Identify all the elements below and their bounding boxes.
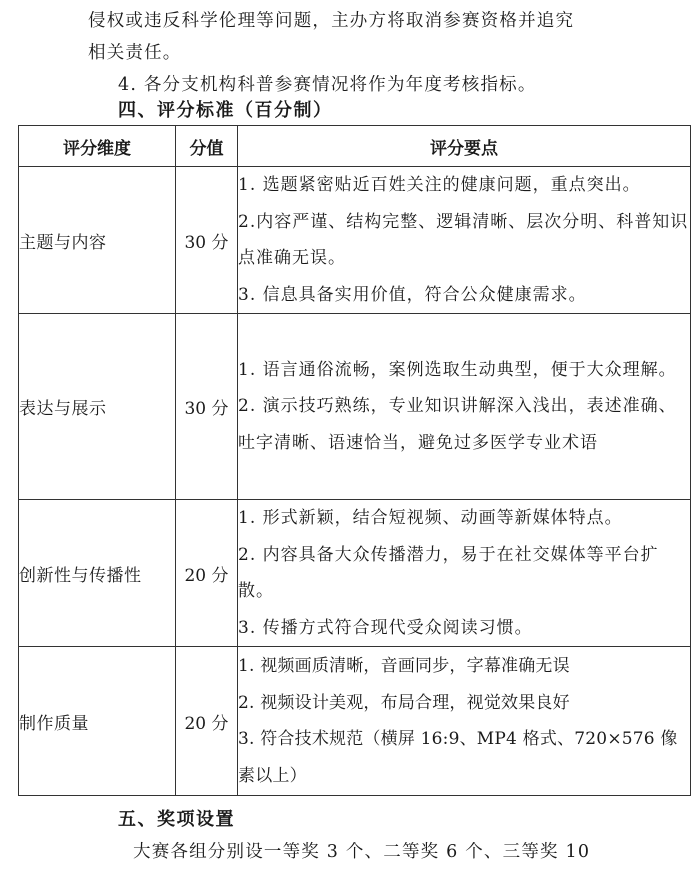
point-item: 1. 视频画质清晰，音画同步，字幕准确无误	[238, 656, 570, 676]
row-dimension: 表达与展示	[19, 314, 176, 500]
row-dimension: 制作质量	[19, 647, 176, 796]
awards-text: 大赛各组分别设一等奖 3 个、二等奖 6 个、三等奖 10	[133, 842, 591, 862]
table-row	[19, 314, 691, 500]
header-points: 评分要点	[238, 126, 691, 167]
point-item: 2. 内容具备大众传播潜力，易于在社交媒体等平台扩散。	[238, 544, 659, 601]
intro-line-3: 4. 各分支机构科普参赛情况将作为年度考核指标。	[118, 75, 537, 95]
section-5-heading: 五、奖项设置	[118, 809, 235, 830]
header-score: 分值	[176, 126, 238, 167]
point-item: 3. 传播方式符合现代受众阅读习惯。	[238, 617, 533, 638]
point-item: 2. 演示技巧熟练，专业知识讲解深入浅出，表述准确、吐字清晰、语速恰当，避免过多医学专业术语	[238, 396, 677, 453]
table-row	[19, 167, 691, 314]
row-score: 30 分	[176, 314, 238, 500]
row-dimension: 主题与内容	[19, 167, 176, 314]
point-item: 3. 信息具备实用价值，符合公众健康需求。	[238, 284, 587, 305]
header-dimension: 评分维度	[19, 126, 176, 167]
point-item: 2. 视频设计美观，布局合理，视觉效果良好	[238, 692, 570, 713]
point-item: 1. 选题紧密贴近百姓关注的健康问题，重点突出。	[238, 175, 641, 195]
row-score: 20 分	[176, 500, 238, 647]
row-points	[238, 167, 691, 314]
table-row	[19, 500, 691, 647]
scoring-table	[18, 125, 691, 796]
row-points	[238, 314, 691, 500]
section-4-heading: 四、评分标准（百分制）	[118, 100, 333, 121]
table-header-row	[19, 126, 691, 167]
point-item: 3. 符合技术规范（横屏 16:9、MP4 格式、720×576 像素以上）	[238, 729, 678, 786]
row-points	[238, 647, 691, 796]
row-score: 30 分	[176, 167, 238, 314]
point-item: 2.内容严谨、结构完整、逻辑清晰、层次分明、科普知识点准确无误。	[238, 211, 689, 268]
point-item: 1. 形式新颖，结合短视频、动画等新媒体特点。	[238, 508, 623, 528]
row-dimension: 创新性与传播性	[19, 500, 176, 647]
point-item: 1. 语言通俗流畅，案例选取生动典型，便于大众理解。	[238, 359, 677, 380]
intro-line-2: 相关责任。	[88, 43, 182, 63]
intro-line-1: 侵权或违反科学伦理等问题，主办方将取消参赛资格并追究	[88, 11, 575, 31]
row-points	[238, 500, 691, 647]
row-score: 20 分	[176, 647, 238, 796]
table-row	[19, 647, 691, 796]
